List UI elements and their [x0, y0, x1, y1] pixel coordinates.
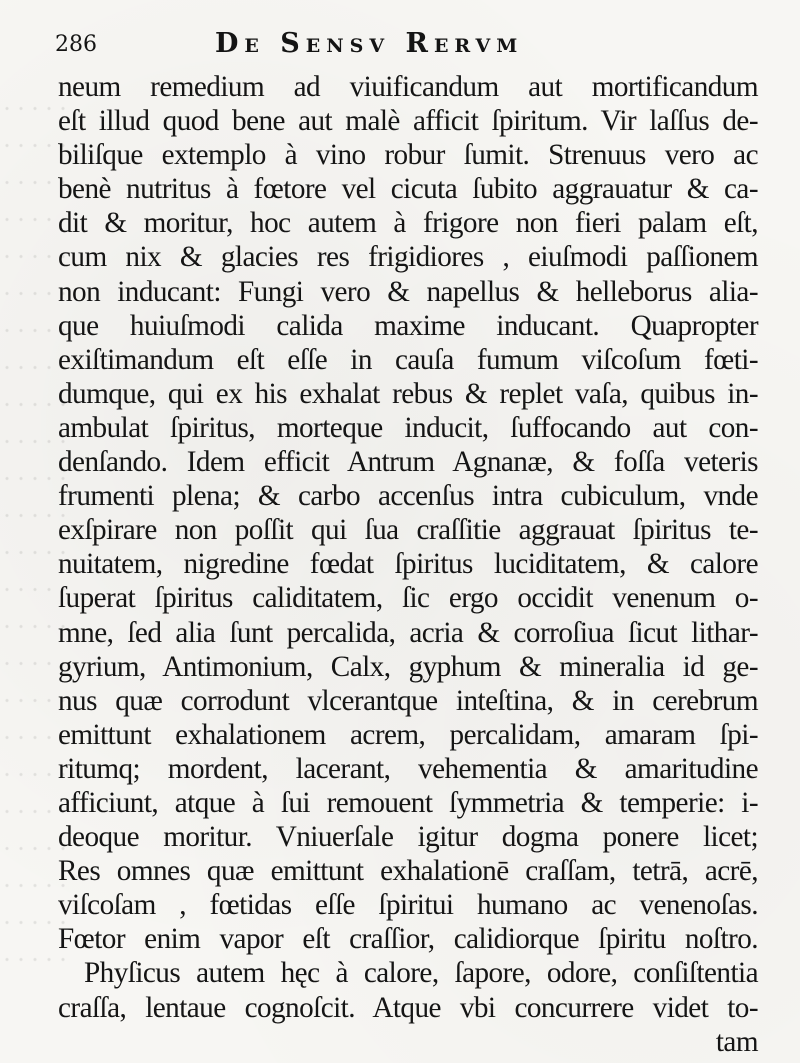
text-line: exiſtimandum eſt eſſe in cauſa fumum viſcoſum fœti-: [58, 343, 758, 376]
text-line: afficiunt, atque à ſui remouent ſymmetria & temperie: i-: [58, 786, 758, 819]
text-line: craſſa, lentaue cognoſcit. Atque vbi concurrere videt to-: [58, 991, 758, 1024]
text-line: neum remedium ad viuificandum aut mortificandum: [58, 71, 758, 103]
text-line: Res omnes quæ emittunt exhalationē craſſam, tetrā, acrē,: [58, 855, 758, 888]
text-line: cum nix & glacies res frigidiores , eiuſmodi paſſionem: [58, 241, 758, 274]
body-text: [58, 70, 758, 1059]
text-line: gyrium, Antimonium, Calx, gyphum & mineralia id ge-: [58, 650, 758, 683]
text-line: eſt illud quod bene aut malè afficit ſpiritum. Vir laſſus de-: [58, 105, 758, 138]
text-line: ritumq; mordent, lacerant, vehementia & amaritudine: [58, 752, 758, 785]
text-line: benè nutritus à fœtore vel cicuta ſubito aggrauatur & ca-: [58, 173, 758, 206]
text-line: non inducant: Fungi vero & napellus & helleborus alia-: [58, 275, 758, 308]
text-line: biliſque extemplo à vino robur ſumit. Strenuus vero ac: [58, 139, 758, 172]
text-line: nuitatem, nigredine fœdat ſpiritus luciditatem, & calore: [58, 548, 758, 581]
text-line: mne, ſed alia ſunt percalida, acria & corroſiua ſicut lithar-: [58, 616, 758, 649]
text-line: deoque moritur. Vniuerſale igitur dogma ponere licet;: [58, 821, 758, 854]
text-line: exſpirare non poſſit qui ſua craſſitie aggrauat ſpiritus te-: [58, 514, 758, 547]
text-line: Phyſicus autem hęc à calore, ſapore, odore, conſiſtentia: [84, 957, 758, 990]
running-head: De Sensv Rervm: [215, 28, 524, 59]
text-line: denſando. Idem efficit Antrum Agnanæ, & foſſa veteris: [58, 446, 758, 479]
text-line: ſuperat ſpiritus caliditatem, ſic ergo occidit venenum o-: [58, 582, 758, 615]
text-line: Fœtor enim vapor eſt craſſior, calidiorque ſpiritu noſtro.: [58, 923, 758, 956]
text-line: emittunt exhalationem acrem, percalidam, amaram ſpi-: [58, 718, 758, 751]
page-number: 286: [55, 32, 97, 57]
catchword: tam: [715, 1025, 758, 1058]
text-line: nus quæ corrodunt vlcerantque inteſtina, & in cerebrum: [58, 684, 758, 717]
text-line: dumque, qui ex his exhalat rebus & replet vaſa, quibus in-: [58, 377, 758, 410]
text-line: ambulat ſpiritus, morteque inducit, ſuffocando aut con-: [58, 411, 758, 444]
text-line: dit & moritur, hoc autem à frigore non fieri palam eſt,: [58, 207, 758, 240]
page-header: [55, 28, 755, 68]
text-line: viſcoſam , fœtidas eſſe ſpiritui humano ac venenoſas.: [58, 889, 758, 922]
text-line: que huiuſmodi calida maxime inducant. Quapropter: [58, 309, 758, 342]
text-line: frumenti plena; & carbo accenſus intra cubiculum, vnde: [58, 480, 758, 513]
